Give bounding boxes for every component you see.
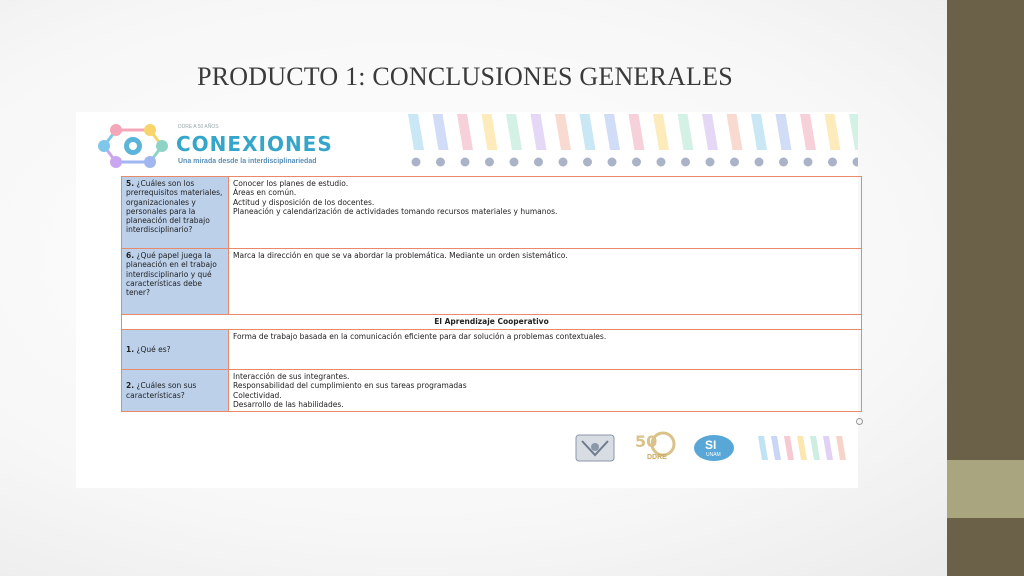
stripe [751,114,767,150]
answer-line: Áreas en común. [233,188,297,198]
corner-marker [856,418,863,425]
answer-line: Responsabilidad del cumplimiento en sus tareas programadas [233,381,467,391]
stripes-decoration [398,112,858,170]
small-stripes-decoration [756,434,852,462]
section-header-row [122,315,862,330]
ddre-50-logo [629,430,681,464]
answer-cell [229,330,862,370]
stripe [482,114,498,150]
questions-table [121,176,862,412]
stripe-dot [559,158,568,167]
answer-line: Colectividad. [233,390,282,400]
question-text: ¿Qué es? [136,344,171,354]
brand-small-text: DDRE A 50 AÑOS [178,124,219,130]
small-stripe [823,436,833,460]
question-text: ¿Cuáles son los prerrequisitos materiales, organizacionales y personales para la planeación del trabajo interdisciplinario? [126,179,223,235]
answer-line: Conocer los planes de estudio. [233,179,349,188]
answer-cell [229,370,862,412]
stripe [825,114,841,150]
answer-line: Planeación y calendarización de actividades tomando recursos materiales y humanos. [233,206,558,216]
table-row [122,249,862,315]
ddre-text: DDRE [647,454,667,461]
brand-tagline: Una mirada desde la interdisciplinariedad [178,158,317,165]
stripe-dot [755,158,764,167]
small-stripe [797,436,807,460]
small-stripe [784,436,794,460]
unam-shield-icon [574,433,616,463]
stripe-dot [461,158,470,167]
molecule-logo-icon [98,120,172,170]
stripe [580,114,596,150]
stripe-dot [657,158,666,167]
answer-line: Interacción de sus integrantes. [233,372,350,381]
stripe-dot [510,158,519,167]
answer-cell [229,249,862,315]
stripe-dot [828,158,837,167]
stripe [555,114,571,150]
question-text: ¿Cuáles son sus características? [126,381,197,400]
slide-title: PRODUCTO 1: CONCLUSIONES GENERALES [197,62,733,91]
small-stripe [771,436,781,460]
stripe-dot [853,158,859,167]
si-sub-text: UNAM [706,452,721,458]
question-number: 1. [126,344,135,354]
small-stripe [836,436,846,460]
stripe [629,114,645,150]
stripe [849,114,858,150]
stripe [800,114,816,150]
small-stripe [810,436,820,460]
stripe-dot [436,158,445,167]
answer-line: Actitud y disposición de los docentes. [233,197,375,207]
table-row [122,330,862,370]
stripe [433,114,449,150]
question-cell [122,330,229,370]
stripe-dot [706,158,715,167]
stripe [678,114,694,150]
question-cell [122,177,229,249]
stripe [702,114,718,150]
footer-logos [574,430,854,466]
section-header: El Aprendizaje Cooperativo [122,315,862,330]
question-cell [122,249,229,315]
stripe-dot [681,158,690,167]
question-text: ¿Qué papel juega la planeación en el trabajo interdisciplinario y qué características debe tener? [126,251,217,298]
answer-cell [229,177,862,249]
stripe [727,114,743,150]
question-number: 5. [126,179,135,188]
question-number: 2. [126,381,135,391]
stripe [408,114,424,150]
stripe-dot [730,158,739,167]
brand-name: CONEXIONES [176,132,333,156]
question-number: 6. [126,251,135,260]
stripe-dot [608,158,617,167]
conexiones-logo [98,120,378,170]
stripe-dot [583,158,592,167]
answer-line: Forma de trabajo basada en la comunicación eficiente para dar solución a problemas contextuales. [233,332,607,341]
answer-line: Desarrollo de las habilidades. [233,399,344,409]
stripe-dot [534,158,543,167]
stripe [531,114,547,150]
stripe-dot [632,158,641,167]
stripe-dot [804,158,813,167]
stripe [776,114,792,150]
right-bar-accent [947,460,1024,518]
si-text: SI [705,438,717,452]
ddre-number: 50 [635,432,658,451]
table-row [122,177,862,249]
embedded-document-image [76,112,858,488]
si-unam-logo [692,433,738,463]
right-decorative-bar [947,0,1024,576]
small-stripe [758,436,768,460]
stripe [506,114,522,150]
answer-line: Marca la dirección en que se va abordar la problemática. Mediante un orden sistemático. [233,251,568,260]
question-cell [122,370,229,412]
stripe [653,114,669,150]
stripe-dot [485,158,494,167]
table-row [122,370,862,412]
stripe [604,114,620,150]
stripe [457,114,473,150]
stripe-dot [412,158,421,167]
stripe-dot [779,158,788,167]
